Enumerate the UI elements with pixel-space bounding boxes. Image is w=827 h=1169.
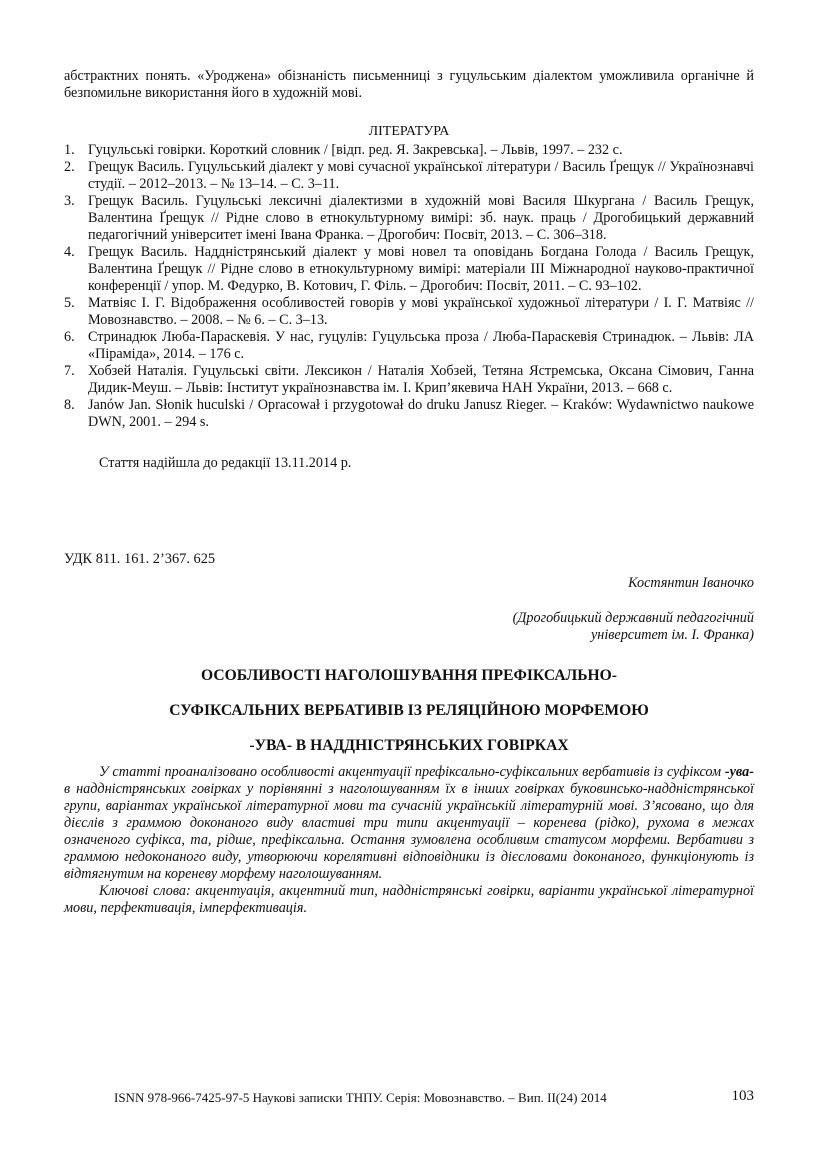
keywords: Ключові слова: акцентуація, акцентний тип, наддністрянські говірки, варіанти української літературної мови, перфективація, імперфективація. [64, 883, 754, 916]
title-line: -УВА- В НАДДНІСТРЯНСЬКИХ ГОВІРКАХ [249, 737, 569, 754]
abstract-text: в наддністрянських говірках у порівнянні з наголошуванням їх в інших говірках буковинсько-наддністрянської групи, варіантах української літературної мови та сучасній українській літературній мові. З’ясовано, що для дієслів з граммою доконаного виду властиві три типи акцентуації – коренева (рідко), рухома в межах означеного суфікса, та, рідше, префіксальна. Остання зумовлена особливим статусом морфеми. Вербативи з граммою недоконаного виду, утворюючи корелятивні відповідники із дієсловами доконаного, функціонують із відтягнутим на кореневу морфему наголошуванням. [64, 781, 754, 882]
reference-item: 1. Гуцульські говірки. Короткий словник / [відп. ред. Я. Закревська]. – Львів, 1997. – 232 с. [64, 142, 623, 158]
affiliation-line: (Дрогобицький державний педагогічний [512, 610, 754, 626]
received-note: Стаття надійшла до редакції 13.11.2014 р. [99, 455, 352, 471]
author-affiliation [64, 610, 754, 644]
affiliation-line: університет ім. І. Франка) [590, 627, 754, 643]
journal-info: ISNN 978-966-7425-97-5 Наукові записки ТНПУ. Серія: Мовознавство. – Вип. ІІ(24) 2014 [114, 1090, 607, 1105]
reference-item: 8. Janów Jan. Słonik huculski / Opracował i przygotował do druku Janusz Rieger. – Kraków: Wydawnictwo naukowe DWN, 2001. – 294 s. [64, 397, 754, 430]
page-number: 103 [731, 1088, 754, 1104]
abstract-suffix: -ува- [724, 764, 754, 780]
reference-item: 4. Грещук Василь. Наддністрянський діалект у мові новел та оповідань Богдана Голода / Василь Грещук, Валентина Ґрещук // Рідне слово в етнокультурному вимірі: матеріали ІІІ Міжнародної науково-практичної конференції / упор. М. Федурко, В. Котович, Г. Філь. – Дрогобич: Посвіт, 2011. – С. 93–102. [64, 244, 754, 294]
title-line: ОСОБЛИВОСТІ НАГОЛОШУВАННЯ ПРЕФІКСАЛЬНО- [201, 667, 617, 684]
reference-item: 5. Матвіяс І. Г. Відображення особливостей говорів у мові української художньої літератури / І. Г. Матвіяс // Мовознавство. – 2008. – № 6. – С. 3–13. [64, 295, 754, 328]
abstract [64, 764, 754, 883]
reference-item: 6. Стринадюк Люба-Параскевія. У нас, гуцулів: Гуцульська проза / Люба-Параскевія Стринадюк. – Львів: ЛА «Піраміда», 2014. – 176 с. [64, 329, 754, 362]
references-title: ЛІТЕРАТУРА [368, 124, 450, 139]
author-name: Костянтин Іваночко [628, 575, 754, 591]
udk-code: УДК 811. 161. 2’367. 625 [64, 551, 216, 567]
references-list [64, 142, 754, 431]
page-body [64, 68, 754, 917]
article-title [64, 666, 754, 755]
reference-item: 7. Хобзей Наталія. Гуцульські світи. Лексикон / Наталія Хобзей, Тетяна Ястремська, Оксана Сімович, Ганна Дидик-Меуш. – Львів: Інститут українознавства ім. І. Крип’якевича НАН України, 2013. – 668 с. [64, 363, 754, 396]
intro-paragraph: абстрактних понять. «Уроджена» обізнаність письменниці з гуцульським діалектом уможливила органічне й безпомильне використання його в художній мові. [64, 68, 754, 101]
abstract-text: У статті проаналізовано особливості акцентуації префіксально-суфіксальних вербативів із суфіксом [99, 764, 725, 780]
title-line: СУФІКСАЛЬНИХ ВЕРБАТИВІВ ІЗ РЕЛЯЦІЙНОЮ МОРФЕМОЮ [169, 702, 649, 719]
reference-item: 2. Грещук Василь. Гуцульський діалект у мові сучасної української літератури / Василь Ґрещук // Українознавчі студії. – 2012–2013. – № 13–14. – С. 3–11. [64, 159, 754, 192]
reference-item: 3. Грещук Василь. Гуцульські лексичні діалектизми в художній мові Василя Шкургана / Василь Грещук, Валентина Ґрещук // Рідне слово в етнокультурному вимірі: зб. наук. праць / Дрогобицький державний педагогічний університет імені Івана Франка. – Дрогобич: Посвіт, 2013. – С. 306–318. [64, 193, 754, 243]
